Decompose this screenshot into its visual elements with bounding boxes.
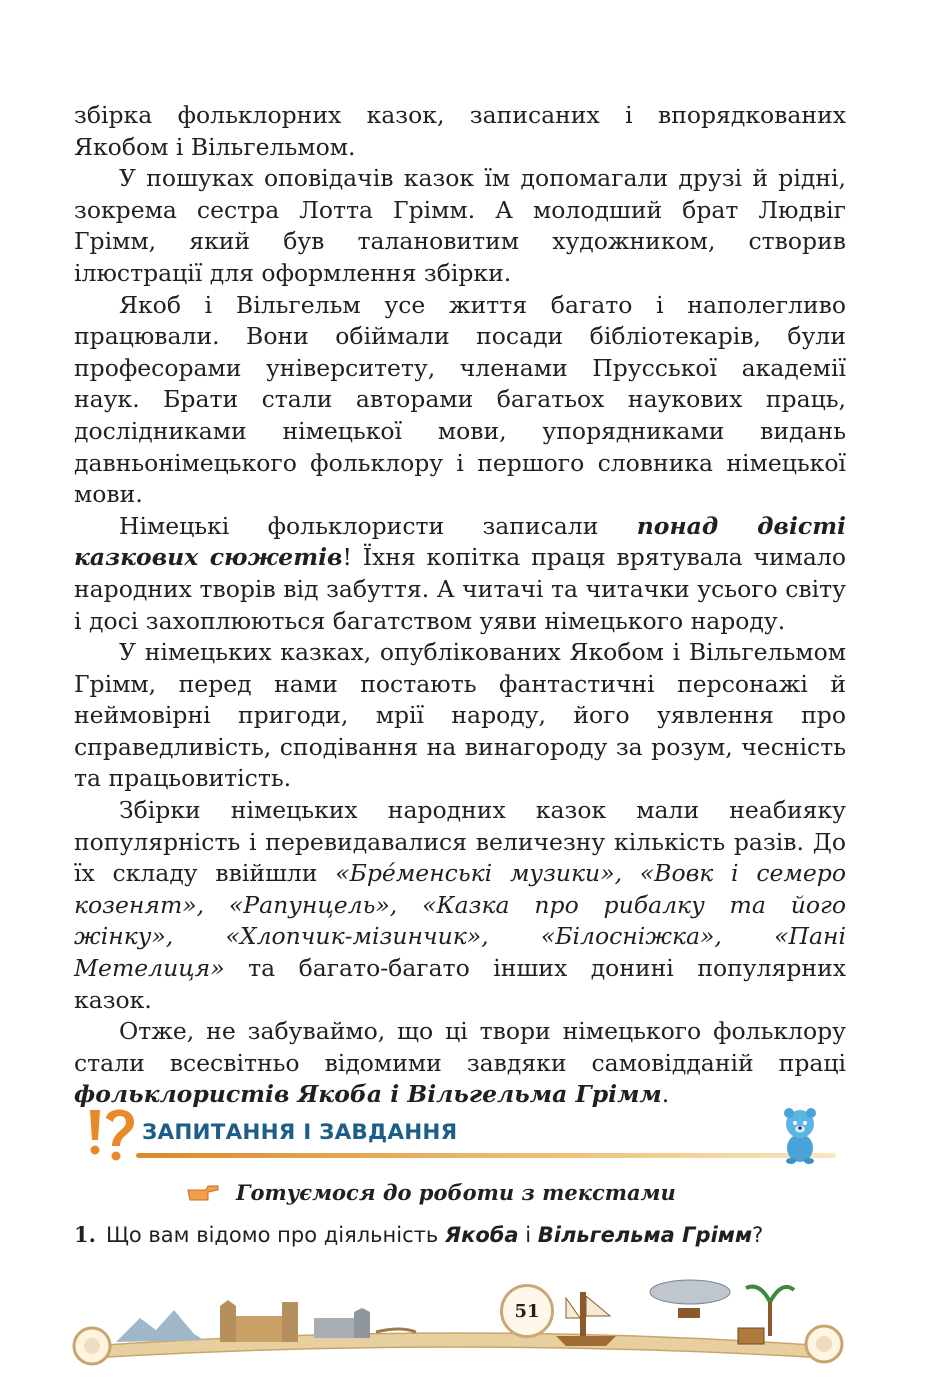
paragraph-6 [74,795,846,1016]
paragraph-7-text-a: Отже, не забуваймо, що ці твори німецького фольклору стали всесвітньо відомими завдяки самовідданій праці [74,1017,846,1077]
paragraph-7 [74,1016,846,1111]
section-underline [136,1153,836,1158]
illustrated-footer-banner [70,1272,846,1370]
paragraph-4 [74,511,846,637]
emphasis-two-hundred-plots: понад двісті казкових сюжетів [74,511,846,572]
question-bold-1: Якоба [444,1223,519,1247]
main-text [74,100,846,1111]
question-text-c: ? [752,1223,764,1247]
page-number: 51 [500,1284,554,1338]
question-bold-2: Вільгельма Грімм [537,1223,753,1247]
paragraph-6-text-b: та багато-багато інших донині популярних казок. [74,954,846,1014]
section-title: ЗАПИТАННЯ І ЗАВДАННЯ [142,1120,458,1145]
question-exclamation-icon [82,1104,142,1166]
paragraph-3: Якоб і Вільгельм усе життя багато і наполегливо працювали. Вони обіймали посади бібліотекарів, були професорами університету, членами Прусської академії наук. Брати стали авторами багатьох наукових праць, дослідниками німецької мови, упорядниками видань давньонімецького фольклору і першого словника німецької мови. [74,290,846,509]
blue-bear-mascot-icon [770,1104,830,1166]
paragraph-6-text-a: Збірки німецьких народних казок мали неабияку популярність і перевидавалися величезну кількість разів. До їх складу ввійшли [74,796,846,888]
question-text-b: і [518,1223,538,1247]
paragraph-4-text-a: Німецькі фольклористи записали [119,511,637,540]
question-1 [74,1222,763,1247]
footer-decoration [70,1272,846,1370]
fairy-tale-titles: «Бре́менські музики», «Вовк і семеро козенят», «Рапунцель», «Казка про рибалку та його жінку», «Хлопчик-мізинчик», «Білосніжка», «Пані Метелиця» [74,859,846,983]
paragraph-5: У німецьких казках, опублікованих Якобом і Вільгельмом Грімм, перед нами постають фантастичні персонажі й неймовірні пригоди, мрії народу, його уявлення про справедливість, сподівання на винагороду за розум, чесність та працьовитість. [74,638,846,793]
question-number: 1. [74,1222,96,1247]
questions-section-header [82,1104,842,1166]
subheading [186,1180,676,1205]
paragraph-7-text-c: . [661,1080,670,1109]
subheading-text: Готуємося до роботи з текстами [236,1180,676,1205]
pointing-hand-icon [186,1182,220,1204]
question-text-a: Що вам відомо про діяльність [105,1223,445,1247]
paragraph-4-text-c: ! Їхня копітка праця врятувала чимало народних творів від забуття. А читачі та читачки усього світу і досі захоплюються багатством уяви німецького народу. [74,543,847,635]
emphasis-folklorists: фольклористів Якоба і Вільгельма Грімм [74,1080,662,1109]
paragraph-1: збірка фольклорних казок, записаних і впорядкованих Якобом і Вільгельмом. [74,101,846,161]
paragraph-2: У пошуках оповідачів казок їм допомагали друзі й рідні, зокрема сестра Лотта Грімм. А молодший брат Людвіг Грімм, який був талановитим художником, створив ілюстрації для оформлення збірки. [74,164,846,287]
